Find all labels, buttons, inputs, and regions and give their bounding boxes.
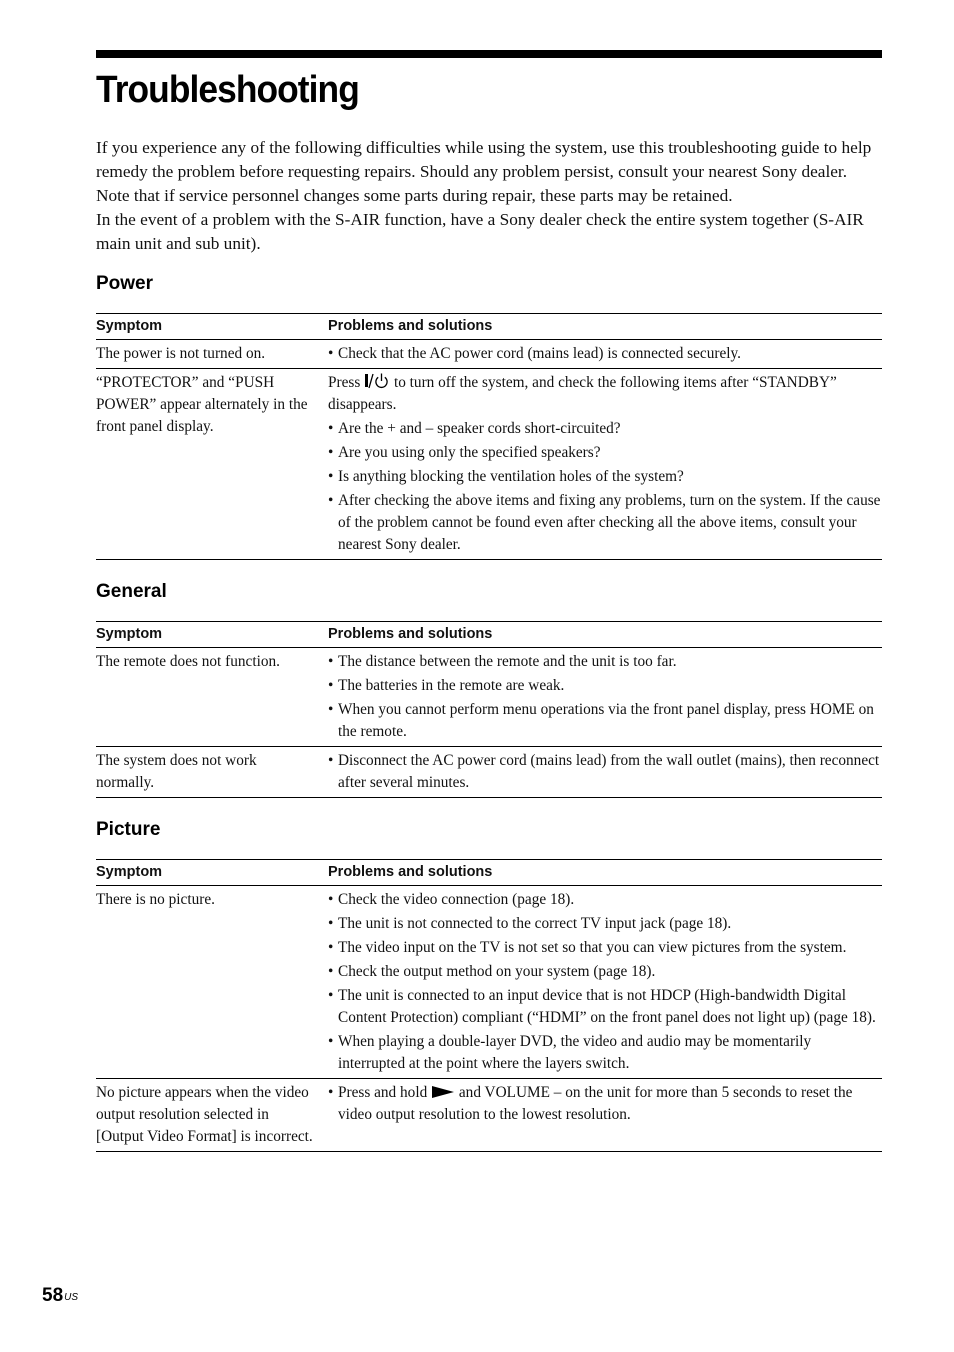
- table-header-row: [96, 860, 882, 886]
- table-header-row: [96, 622, 882, 648]
- section-heading-power: Power: [96, 273, 154, 294]
- column-header-symptom: Symptom: [96, 622, 328, 648]
- solution-item: • Are the + and – speaker cords short-circuited?: [328, 418, 882, 440]
- solutions-cell: [328, 340, 882, 369]
- solutions-cell: [328, 369, 882, 560]
- symptom-cell: The power is not turned on.: [96, 340, 328, 369]
- solution-item: • Are you using only the specified speakers?: [328, 442, 882, 464]
- power-standby-icon: [364, 373, 390, 389]
- solution-item: [328, 1082, 882, 1126]
- column-header-symptom: Symptom: [96, 314, 328, 340]
- table-row: [96, 369, 882, 560]
- play-icon: [431, 1086, 455, 1098]
- table-row: [96, 886, 882, 1079]
- solution-item: • Check that the AC power cord (mains lead) is connected securely.: [328, 343, 882, 365]
- solutions-cell: [328, 886, 882, 1079]
- solutions-cell: [328, 1079, 882, 1152]
- solution-item: • The unit is connected to an input device that is not HDCP (High-bandwidth Digital Content Protection) compliant (“HDMI” on the front panel does not light up) (page 18).: [328, 985, 882, 1029]
- solution-item: • When you cannot perform menu operations via the front panel display, press HOME on the remote.: [328, 699, 882, 743]
- solution-text: and VOLUME – on the unit for more than 5 seconds to reset the video output resolution to the lowest resolution.: [338, 1084, 853, 1123]
- column-header-solutions: Problems and solutions: [328, 622, 882, 648]
- table-row: [96, 747, 882, 798]
- solution-item: • The video input on the TV is not set so that you can view pictures from the system.: [328, 937, 882, 959]
- solution-lead: [328, 372, 882, 416]
- section-heading-general: General: [96, 581, 167, 602]
- symptom-cell: There is no picture.: [96, 886, 328, 1079]
- solution-item: • After checking the above items and fixing any problems, turn on the system. If the cause of the problem cannot be found even after checking all the above items, consult your nearest Sony dealer.: [328, 490, 882, 556]
- symptom-cell: “PROTECTOR” and “PUSH POWER” appear alternately in the front panel display.: [96, 369, 328, 560]
- solution-item: • When playing a double-layer DVD, the video and audio may be momentarily interrupted at the point where the layers switch.: [328, 1031, 882, 1075]
- intro-paragraph: Note that if service personnel changes some parts during repair, these parts may be retained.: [96, 186, 733, 205]
- column-header-solutions: Problems and solutions: [328, 860, 882, 886]
- symptom-cell: The system does not work normally.: [96, 747, 328, 798]
- page-number-value: 58: [42, 1285, 64, 1306]
- intro-paragraph: If you experience any of the following difficulties while using the system, use this troubleshooting guide to help remedy the problem before requesting repairs. Should any problem persist, consult your nearest Sony dealer.: [96, 138, 872, 181]
- intro-text: [96, 136, 882, 256]
- column-header-symptom: Symptom: [96, 860, 328, 886]
- power-table: [96, 313, 882, 560]
- symptom-cell: No picture appears when the video output resolution selected in [Output Video Format] is incorrect.: [96, 1079, 328, 1152]
- picture-table: [96, 859, 882, 1152]
- page-title: Troubleshooting: [96, 69, 359, 111]
- solution-item: • The batteries in the remote are weak.: [328, 675, 882, 697]
- solution-lead-text: Press: [328, 374, 365, 391]
- solutions-cell: [328, 747, 882, 798]
- solution-item: • The distance between the remote and the unit is too far.: [328, 651, 882, 673]
- solution-item: • The unit is not connected to the correct TV input jack (page 18).: [328, 913, 882, 935]
- table-row: [96, 648, 882, 747]
- title-rule: [96, 50, 882, 58]
- intro-paragraph: In the event of a problem with the S-AIR function, have a Sony dealer check the entire system together (S-AIR main unit and sub unit).: [96, 210, 864, 253]
- page-number: [42, 1284, 78, 1308]
- column-header-solutions: Problems and solutions: [328, 314, 882, 340]
- solution-item: • Disconnect the AC power cord (mains lead) from the wall outlet (mains), then reconnect after several minutes.: [328, 750, 882, 794]
- manual-page: [96, 50, 882, 1152]
- solution-text: Press and hold: [338, 1084, 432, 1101]
- table-row: [96, 340, 882, 369]
- symptom-cell: The remote does not function.: [96, 648, 328, 747]
- table-row: [96, 1079, 882, 1152]
- solution-lead-text: to turn off the system, and check the following items after “STANDBY” disappears.: [328, 374, 837, 413]
- solution-item: • Is anything blocking the ventilation holes of the system?: [328, 466, 882, 488]
- solution-item: • Check the video connection (page 18).: [328, 889, 882, 911]
- page-number-suffix: US: [64, 1292, 79, 1303]
- general-table: [96, 621, 882, 798]
- solution-item: • Check the output method on your system (page 18).: [328, 961, 882, 983]
- solutions-cell: [328, 648, 882, 747]
- table-header-row: [96, 314, 882, 340]
- section-heading-picture: Picture: [96, 819, 161, 840]
